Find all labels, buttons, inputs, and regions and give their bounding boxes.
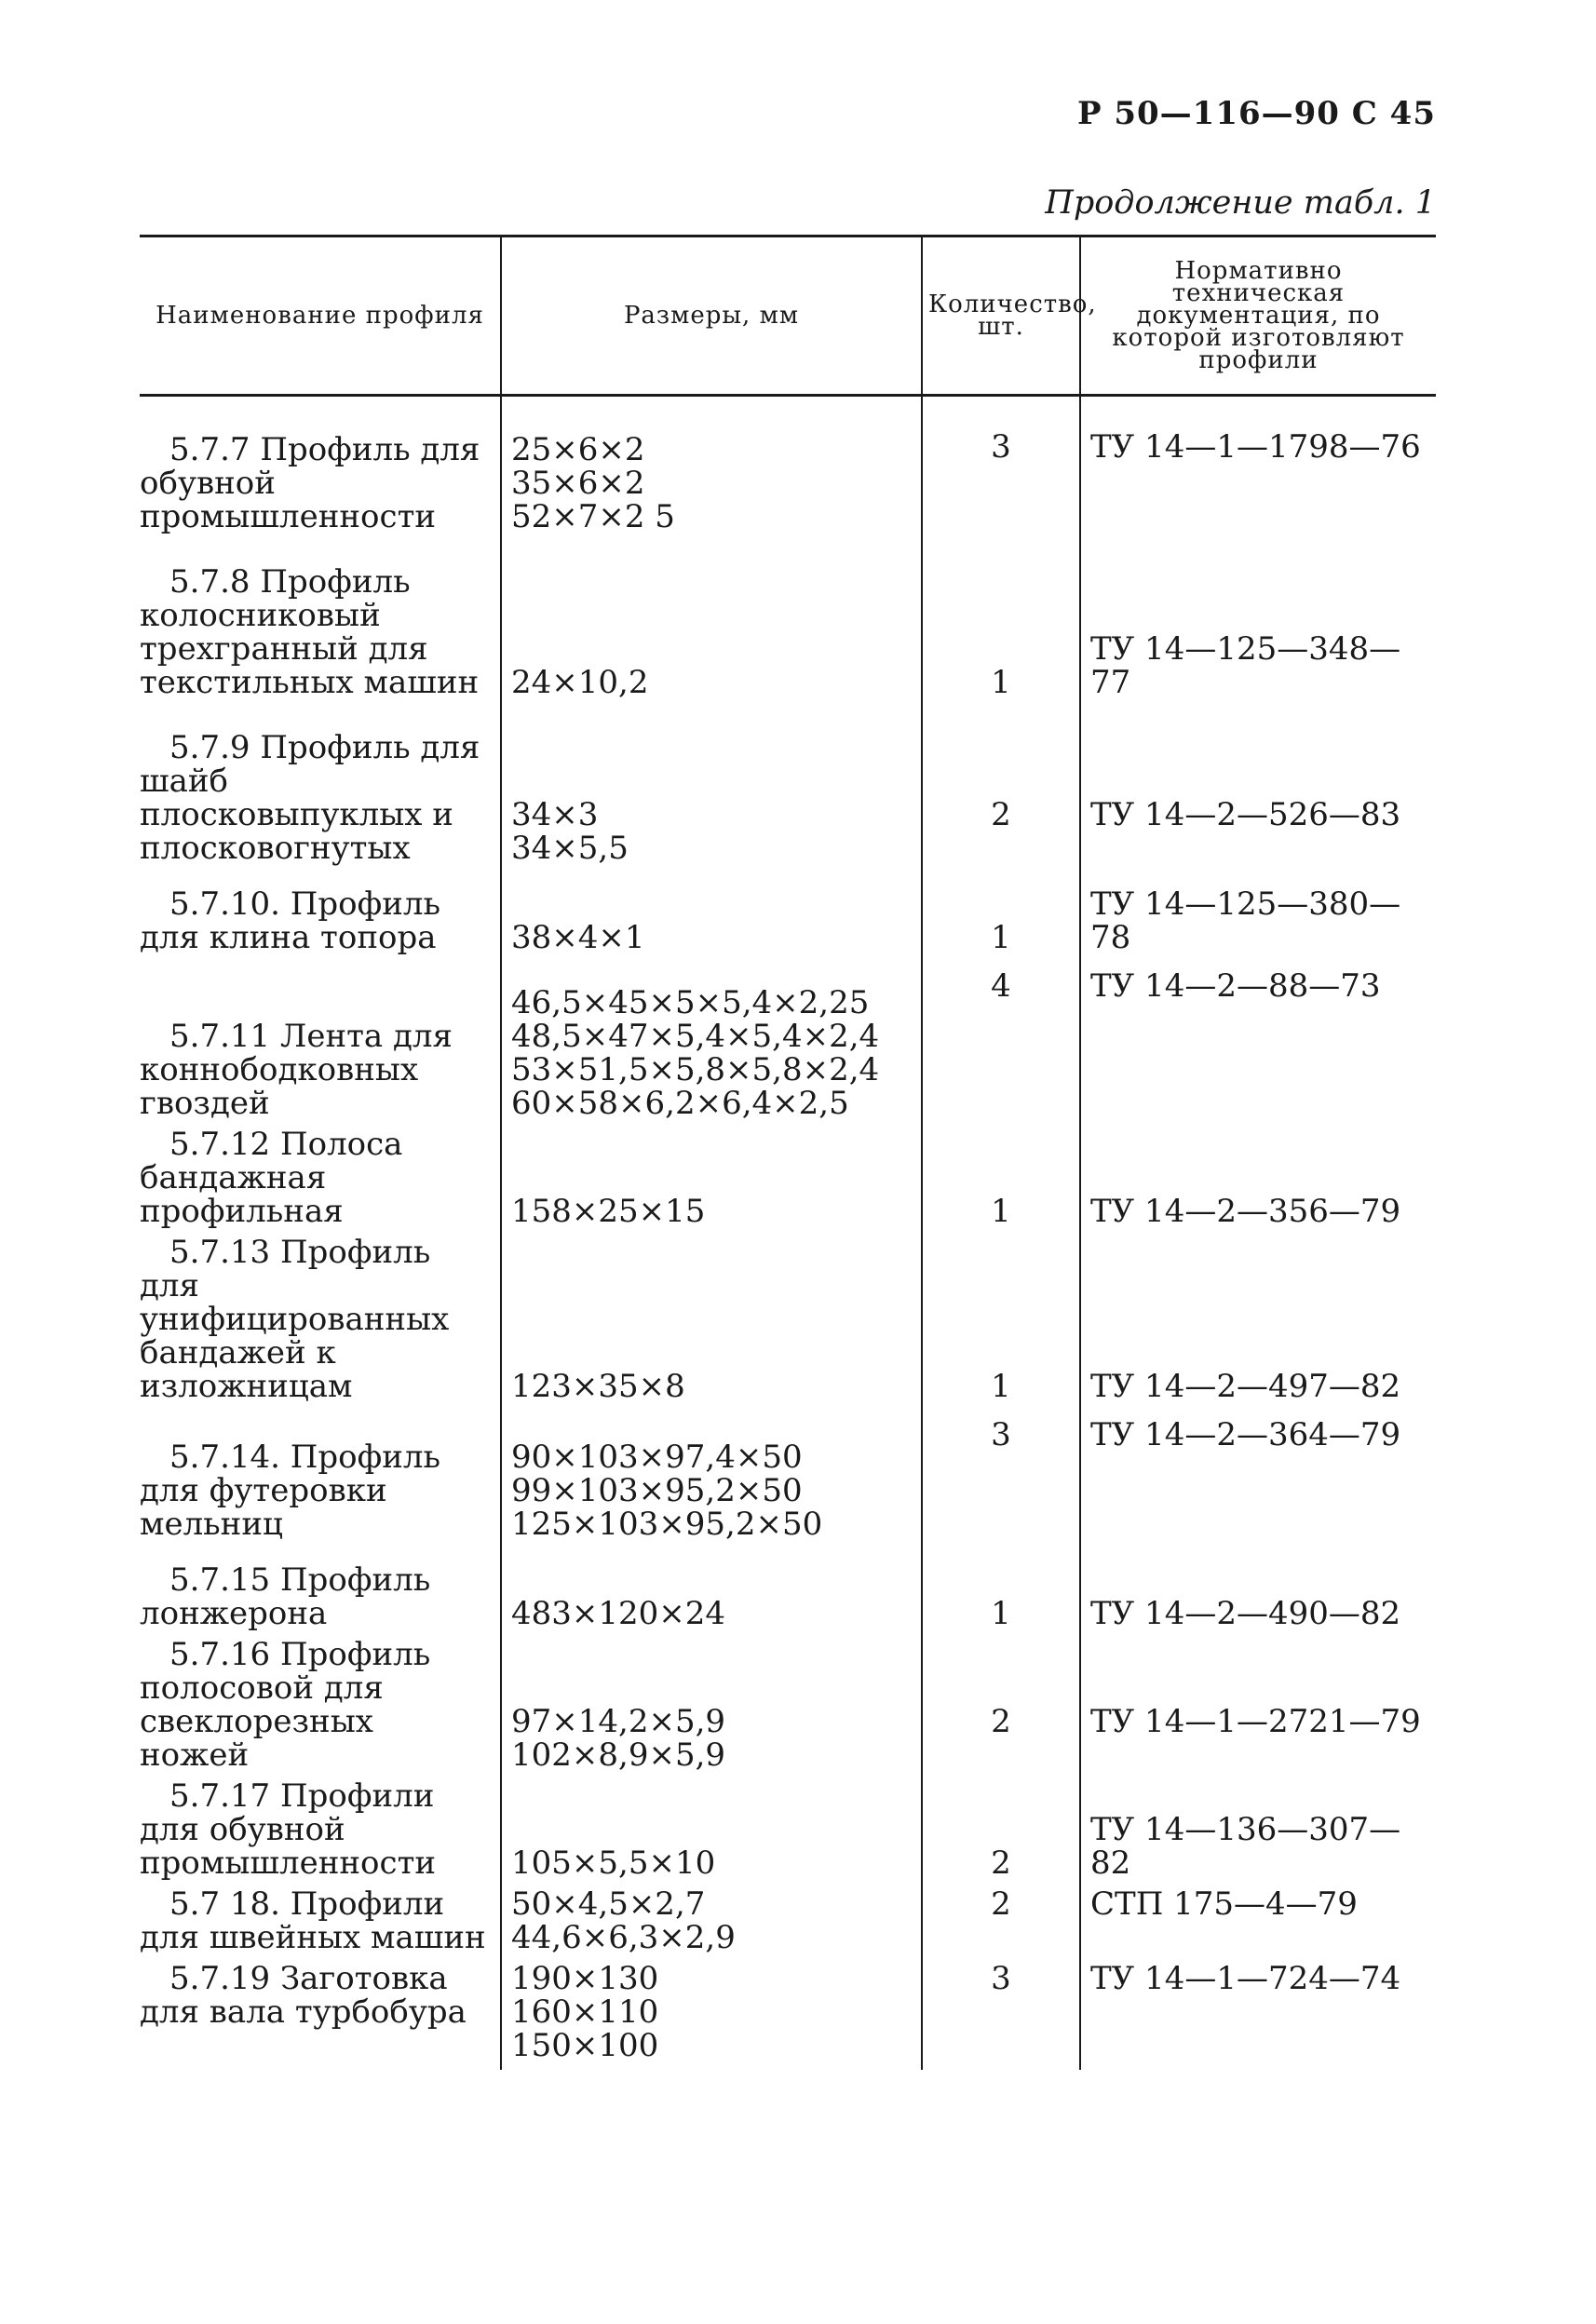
profile-name: 5.7.8 Профиль колосниковый трехгранный для текстильных машин [140, 562, 480, 701]
profile-name: 5.7.19 Заготовка для вала турбобура [140, 1959, 467, 2031]
table-row [140, 1128, 1436, 1236]
table-row [140, 1236, 1436, 1411]
table-row [140, 1411, 1436, 1548]
column-header-documentation: Нормативно техническая документация, по которой изготовляют профили [1080, 236, 1436, 396]
profile-name: 5.7.10. Профиль для клина топора [140, 885, 441, 956]
table-row [140, 1887, 1436, 1962]
profile-name: 5.7.15 Профиль лонжерона [140, 1561, 431, 1632]
table-row [140, 541, 1436, 707]
profile-documentation: ТУ 14—2—490—82 [1080, 1548, 1436, 1638]
profile-name: 5.7.11 Лента для коннободковных гвоздей [140, 1017, 453, 1122]
dimension-value: 483×120×24 [511, 1594, 726, 1632]
table-header-row [140, 236, 1436, 396]
dimension-value: 35×6×2 [511, 464, 645, 502]
profile-name: 5.7.13 Профиль для унифицированных бандажей к изложницам [140, 1233, 450, 1405]
table-row [140, 1638, 1436, 1779]
profile-documentation: ТУ 14—2—88—73 [1080, 962, 1436, 1128]
dimension-value: 44,6×6,3×2,9 [511, 1918, 736, 1956]
profile-documentation: ТУ 14—2—356—79 [1080, 1128, 1436, 1236]
column-header-name: Наименование профиля [140, 236, 501, 396]
dimension-value: 97×14,2×5,9 [511, 1702, 726, 1740]
table-row [140, 1962, 1436, 2070]
profile-dimensions [501, 541, 922, 707]
profile-dimensions [501, 1638, 922, 1779]
profile-quantity: 3 [922, 1411, 1080, 1548]
profile-name: 5.7.9 Профиль для шайб плосковыпуклых и плосковогнутых [140, 728, 480, 867]
dimension-value: 52×7×2 5 [511, 497, 675, 535]
profile-quantity: 1 [922, 1128, 1080, 1236]
dimension-value: 46,5×45×5×5,4×2,25 [511, 983, 870, 1021]
dimension-value: 123×35×8 [511, 1367, 685, 1405]
dimension-value: 34×5,5 [511, 829, 629, 867]
profile-documentation: ТУ 14—2—364—79 [1080, 1411, 1436, 1548]
profile-documentation: ТУ 14—2—497—82 [1080, 1236, 1436, 1411]
profile-documentation: ТУ 14—2—526—83 [1080, 707, 1436, 872]
profile-dimensions [501, 1236, 922, 1411]
dimension-value: 53×51,5×5,8×5,8×2,4 [511, 1050, 880, 1088]
profile-name: 5.7.7 Профиль для обувной промышленности [140, 430, 480, 535]
table-body [140, 396, 1436, 2070]
dimension-value: 160×110 [511, 1993, 659, 2031]
table-row [140, 872, 1436, 962]
column-header-dimensions: Размеры, мм [501, 236, 922, 396]
profile-documentation: ТУ 14—1—724—74 [1080, 1962, 1436, 2070]
profile-quantity: 2 [922, 1887, 1080, 1962]
dimension-value: 102×8,9×5,9 [511, 1736, 726, 1774]
profile-dimensions [501, 872, 922, 962]
profile-name: 5.7 18. Профили для швейных машин [140, 1885, 486, 1956]
profile-quantity: 1 [922, 1236, 1080, 1411]
table-row [140, 1548, 1436, 1638]
profile-quantity: 4 [922, 962, 1080, 1128]
profile-dimensions [501, 1548, 922, 1638]
table-continuation-caption: Продолжение табл. 1 [1045, 184, 1436, 222]
dimension-value: 158×25×15 [511, 1192, 706, 1230]
profile-name: 5.7.12 Полоса бандажная профильная [140, 1125, 403, 1230]
profile-documentation: ТУ 14—1—1798—76 [1080, 396, 1436, 541]
profile-documentation: ТУ 14—1—2721—79 [1080, 1638, 1436, 1779]
profile-dimensions [501, 707, 922, 872]
profile-quantity: 3 [922, 396, 1080, 541]
profile-dimensions [501, 1959, 922, 2070]
profile-dimensions [501, 1411, 922, 1548]
profile-quantity: 1 [922, 541, 1080, 707]
profile-dimensions [501, 1128, 922, 1236]
profile-dimensions [501, 1779, 922, 1887]
profiles-table [140, 235, 1436, 2070]
dimension-value: 24×10,2 [511, 663, 649, 701]
table-row [140, 1779, 1436, 1887]
profile-quantity: 2 [922, 707, 1080, 872]
dimension-value: 34×3 [511, 795, 599, 833]
profile-name: 5.7.17 Профили для обувной промышленности [140, 1777, 437, 1882]
dimension-value: 105×5,5×10 [511, 1844, 716, 1882]
dimension-value: 38×4×1 [511, 918, 645, 956]
dimension-value: 90×103×97,4×50 [511, 1438, 803, 1476]
dimension-value: 50×4,5×2,7 [511, 1885, 706, 1923]
dimension-value: 150×100 [511, 2026, 659, 2064]
profile-quantity: 1 [922, 1548, 1080, 1638]
dimension-value: 125×103×95,2×50 [511, 1505, 823, 1543]
dimension-value: 99×103×95,2×50 [511, 1471, 803, 1509]
profile-documentation: ТУ 14—136—307—82 [1080, 1779, 1436, 1887]
dimension-value: 190×130 [511, 1959, 659, 1997]
profile-name: 5.7.14. Профиль для футеровки мельниц [140, 1438, 441, 1543]
profile-quantity: 1 [922, 872, 1080, 962]
table-row [140, 396, 1436, 541]
profile-quantity: 2 [922, 1638, 1080, 1779]
profile-dimensions [501, 962, 922, 1128]
profile-documentation: СТП 175—4—79 [1080, 1887, 1436, 1962]
dimension-value: 60×58×6,2×6,4×2,5 [511, 1084, 849, 1122]
page-reference: Р 50—116—90 С 45 [1076, 95, 1436, 132]
table-row [140, 962, 1436, 1128]
profile-dimensions [501, 396, 922, 541]
dimension-value: 25×6×2 [511, 430, 645, 468]
table-row [140, 707, 1436, 872]
profile-name: 5.7.16 Профиль полосовой для свеклорезных ножей [140, 1635, 431, 1774]
profile-documentation: ТУ 14—125—380—78 [1080, 872, 1436, 962]
profile-documentation: ТУ 14—125—348—77 [1080, 541, 1436, 707]
profile-dimensions [501, 1887, 922, 1962]
dimension-value: 48,5×47×5,4×5,4×2,4 [511, 1017, 880, 1055]
column-header-quantity: Количество, шт. [922, 236, 1080, 396]
profile-quantity: 2 [922, 1779, 1080, 1887]
profile-quantity: 3 [922, 1962, 1080, 2070]
